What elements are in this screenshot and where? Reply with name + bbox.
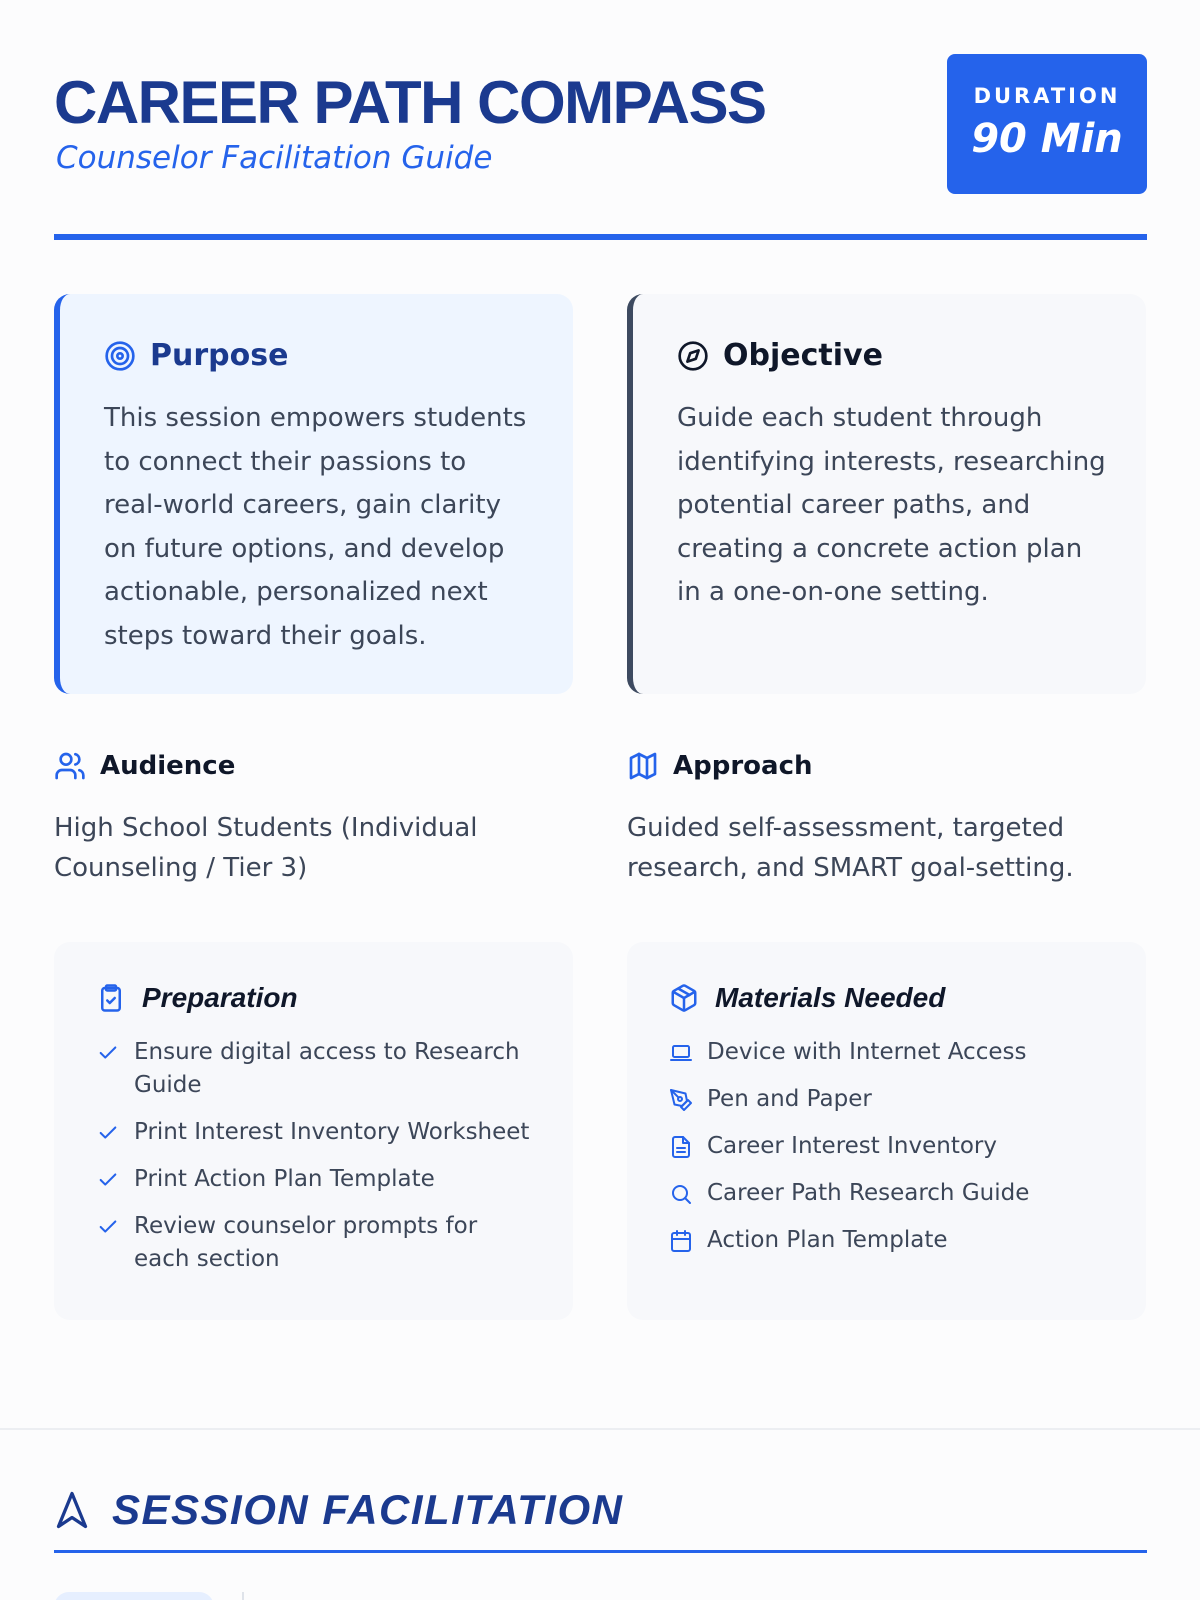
- check-icon: [96, 1210, 120, 1243]
- objective-text: Guide each student through identifying interests, researching potential career paths, and creating a concrete action plan in a one-on-one setting.: [677, 403, 1106, 607]
- clipboard-check-icon: [96, 983, 126, 1013]
- session-heading-text: SESSION FACILITATION: [112, 1486, 624, 1533]
- list-item-label: Ensure digital access to Research Guide: [134, 1039, 520, 1098]
- session-rule: [54, 1550, 1147, 1553]
- check-icon: [96, 1116, 120, 1149]
- step-pill: [54, 1592, 214, 1600]
- timeline-line: [242, 1592, 244, 1600]
- list-item-label: Career Path Research Guide: [707, 1180, 1030, 1206]
- preparation-heading-text: Preparation: [142, 982, 298, 1013]
- objective-heading-text: Objective: [723, 338, 883, 373]
- audience-text: High School Students (Individual Counseling / Tier 3): [54, 813, 478, 883]
- audience-heading-text: Audience: [100, 751, 236, 781]
- page-header: [54, 54, 1147, 194]
- page-subtitle: Counselor Facilitation Guide: [56, 140, 493, 176]
- list-item: [96, 1036, 533, 1102]
- search-icon: [669, 1177, 693, 1210]
- list-item: [96, 1163, 533, 1196]
- list-item-label: Device with Internet Access: [707, 1039, 1027, 1065]
- approach-heading-text: Approach: [673, 751, 813, 781]
- duration-value: 90 Min: [971, 116, 1123, 162]
- materials-heading-text: Materials Needed: [715, 982, 946, 1013]
- list-item: [669, 1177, 1106, 1210]
- purpose-heading: [104, 338, 533, 373]
- laptop-icon: [669, 1036, 693, 1069]
- duration-label: DURATION: [973, 84, 1121, 108]
- navigation-icon: [54, 1490, 90, 1530]
- preparation-heading: [96, 982, 533, 1014]
- objective-card: [627, 294, 1146, 694]
- list-item-label: Print Interest Inventory Worksheet: [134, 1119, 530, 1145]
- list-item-label: Print Action Plan Template: [134, 1166, 435, 1192]
- preparation-list: [96, 1036, 533, 1276]
- materials-list: [669, 1036, 1106, 1257]
- duration-badge: [947, 54, 1147, 194]
- purpose-heading-text: Purpose: [150, 338, 289, 373]
- list-item: [669, 1224, 1106, 1257]
- objective-heading: [677, 338, 1106, 373]
- materials-box: [627, 942, 1146, 1320]
- preparation-box: [54, 942, 573, 1320]
- audience-section: [54, 748, 574, 888]
- list-item-label: Review counselor prompts for each section: [134, 1213, 478, 1272]
- list-item: [669, 1036, 1106, 1069]
- target-icon: [104, 340, 136, 372]
- section-divider: [0, 1428, 1200, 1430]
- page-title: CAREER PATH COMPASS: [54, 69, 766, 136]
- purpose-card: [54, 294, 573, 694]
- session-heading: [54, 1486, 623, 1534]
- list-item: [96, 1210, 533, 1276]
- file-text-icon: [669, 1130, 693, 1163]
- package-icon: [669, 983, 699, 1013]
- purpose-text: This session empowers students to connect their passions to real-world careers, gain clarity on future options, and develop actionable, personalized next steps toward their goals.: [104, 403, 527, 651]
- list-item: [96, 1116, 533, 1149]
- check-icon: [96, 1163, 120, 1196]
- list-item-label: Action Plan Template: [707, 1227, 948, 1253]
- list-item: [669, 1083, 1106, 1116]
- list-item-label: Career Interest Inventory: [707, 1133, 997, 1159]
- header-rule: [54, 234, 1147, 240]
- audience-heading: [54, 748, 574, 784]
- compass-icon: [677, 340, 709, 372]
- pen-tool-icon: [669, 1083, 693, 1116]
- map-icon: [627, 750, 659, 782]
- users-icon: [54, 750, 86, 782]
- approach-text: Guided self-assessment, targeted research, and SMART goal-setting.: [627, 813, 1074, 883]
- approach-section: [627, 748, 1147, 888]
- calendar-icon: [669, 1224, 693, 1257]
- list-item-label: Pen and Paper: [707, 1086, 872, 1112]
- list-item: [669, 1130, 1106, 1163]
- check-icon: [96, 1036, 120, 1069]
- approach-heading: [627, 748, 1147, 784]
- materials-heading: [669, 982, 1106, 1014]
